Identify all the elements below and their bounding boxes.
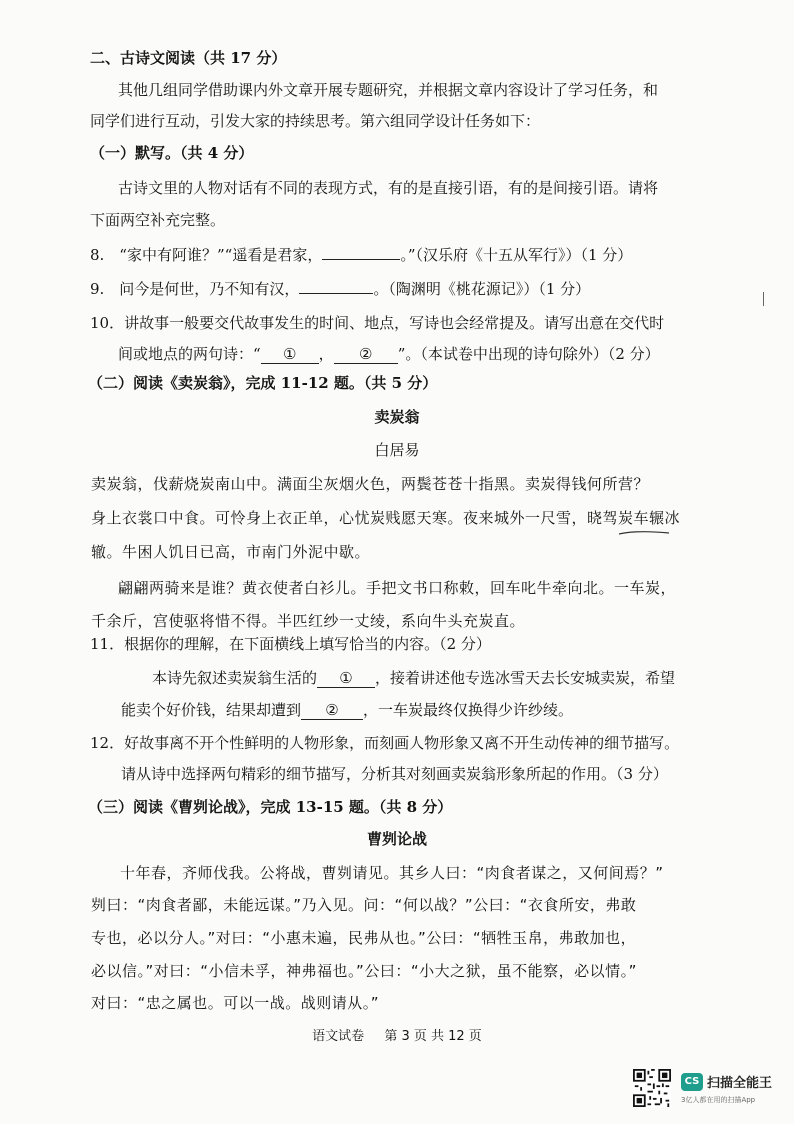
- section-intro-line: 同学们进行互动，引发大家的持续思考。第六组同学设计任务如下：: [90, 112, 541, 130]
- qr-code-icon: [633, 1069, 671, 1107]
- part1-description: 古诗文里的人物对话有不同的表现方式，有的是直接引语，有的是间接引语。请将: [118, 179, 659, 197]
- pen-scribble-mark: [618, 530, 670, 536]
- scan-edge-mark: [763, 292, 764, 306]
- question-8: 8. “家中有阿谁？”“遥看是君家， 。”（汉乐府《十五从军行》）（1 分）: [90, 246, 633, 264]
- question-12-prompt: 12．好故事离不开个性鲜明的人物形象，而刻画人物形象又离不开生动传神的细节描写。: [90, 734, 680, 752]
- camscanner-logo-icon: CS: [681, 1073, 703, 1091]
- question-10-prompt: 10．讲故事一般要交代故事发生的时间、地点，写诗也会经常提及。请写出意在交代时: [90, 314, 665, 332]
- poem-author: 白居易: [374, 441, 420, 459]
- poem-line: 辙。牛困人饥日已高，市南门外泥中歇。: [91, 543, 371, 561]
- passage-title: 曹刿论战: [366, 830, 427, 848]
- poem-title: 卖炭翁: [374, 408, 420, 426]
- question-10-answer-line: 间或地点的两句诗：“ ① ， ② ”。（本试卷中出现的诗句除外）（2 分）: [118, 345, 660, 363]
- answer-blank-q11-1[interactable]: ①: [317, 669, 375, 688]
- passage-line: 刿曰：“肉食者鄙，未能远谋。”乃入见。问：“何以战？”公曰：“衣食所安，弗敢: [91, 896, 637, 914]
- part1-description: 下面两空补充完整。: [90, 211, 226, 229]
- passage-line: 对曰：“忠之属也。可以一战。战则请从。”: [91, 994, 380, 1012]
- poem-line: 卖炭翁，伐薪烧炭南山中。满面尘灰烟火色，两鬓苍苍十指黑。卖炭得钱何所营？: [91, 475, 650, 493]
- answer-blank-q11-2[interactable]: ②: [301, 701, 363, 720]
- question-11-line: 能卖个好价钱，结果却遭到 ② ，一车炭最终仅换得少许纱绫。: [121, 701, 574, 719]
- section-heading: 二、古诗文阅读（共 17 分）: [90, 49, 287, 67]
- part3-heading: （三）阅读《曹刿论战》，完成 13-15 题。（共 8 分）: [88, 798, 453, 816]
- passage-line: 专也，必以分人。”对曰：“小惠未遍，民弗从也。”公曰：“牺牲玉帛，弗敢加也，: [91, 929, 637, 947]
- section-intro-line: 其他几组同学借助课内外文章开展专题研究，并根据文章内容设计了学习任务，和: [118, 81, 659, 99]
- poem-line: 翩翩两骑来是谁？黄衣使者白衫儿。手把文书口称敕，回车叱牛牵向北。一车炭，: [118, 579, 677, 597]
- page-footer: [0, 1025, 794, 1044]
- question-12-prompt: 请从诗中选择两句精彩的细节描写，分析其对刻画卖炭翁形象所起的作用。（3 分）: [121, 765, 668, 783]
- watermark-subtitle: 3亿人都在用的扫描App: [681, 1096, 756, 1104]
- question-11-line: 本诗先叙述卖炭翁生活的 ① ，接着讲述他专选冰雪天去长安城卖炭，希望: [152, 669, 676, 687]
- scanner-watermark: [633, 1067, 783, 1111]
- part1-heading: （一）默写。（共 4 分）: [90, 144, 254, 162]
- footer-page-number: 第 3 页 共 12 页: [384, 1029, 482, 1044]
- passage-line: 十年春，齐师伐我。公将战，曹刿请见。其乡人曰：“肉食者谋之，又何间焉？”: [120, 864, 664, 882]
- poem-line: 千余斤，宫使驱将惜不得。半匹红纱一丈绫，系向牛头充炭直。: [91, 612, 526, 630]
- question-9: 9. 问今是何世，乃不知有汉， 。（陶渊明《桃花源记》）（1 分）: [90, 280, 591, 298]
- answer-blank-q8[interactable]: [322, 259, 400, 260]
- poem-line: 身上衣裳口中食。可怜身上衣正单，心忧炭贱愿天寒。夜来城外一尺雪，晓驾炭车辗冰: [91, 509, 681, 527]
- watermark-title: 扫描全能王: [707, 1076, 773, 1091]
- question-11-prompt: 11．根据你的理解，在下面横线上填写恰当的内容。（2 分）: [90, 635, 491, 653]
- footer-subject: 语文试卷: [312, 1029, 365, 1044]
- answer-blank-q9[interactable]: [299, 293, 373, 294]
- answer-blank-q10-1[interactable]: ①: [261, 345, 319, 364]
- part2-heading: （二）阅读《卖炭翁》，完成 11-12 题。（共 5 分）: [88, 374, 438, 392]
- passage-line: 必以信。”对曰：“小信未孚，神弗福也。”公曰：“小大之狱，虽不能察，必以情。”: [91, 962, 637, 980]
- answer-blank-q10-2[interactable]: ②: [334, 345, 398, 364]
